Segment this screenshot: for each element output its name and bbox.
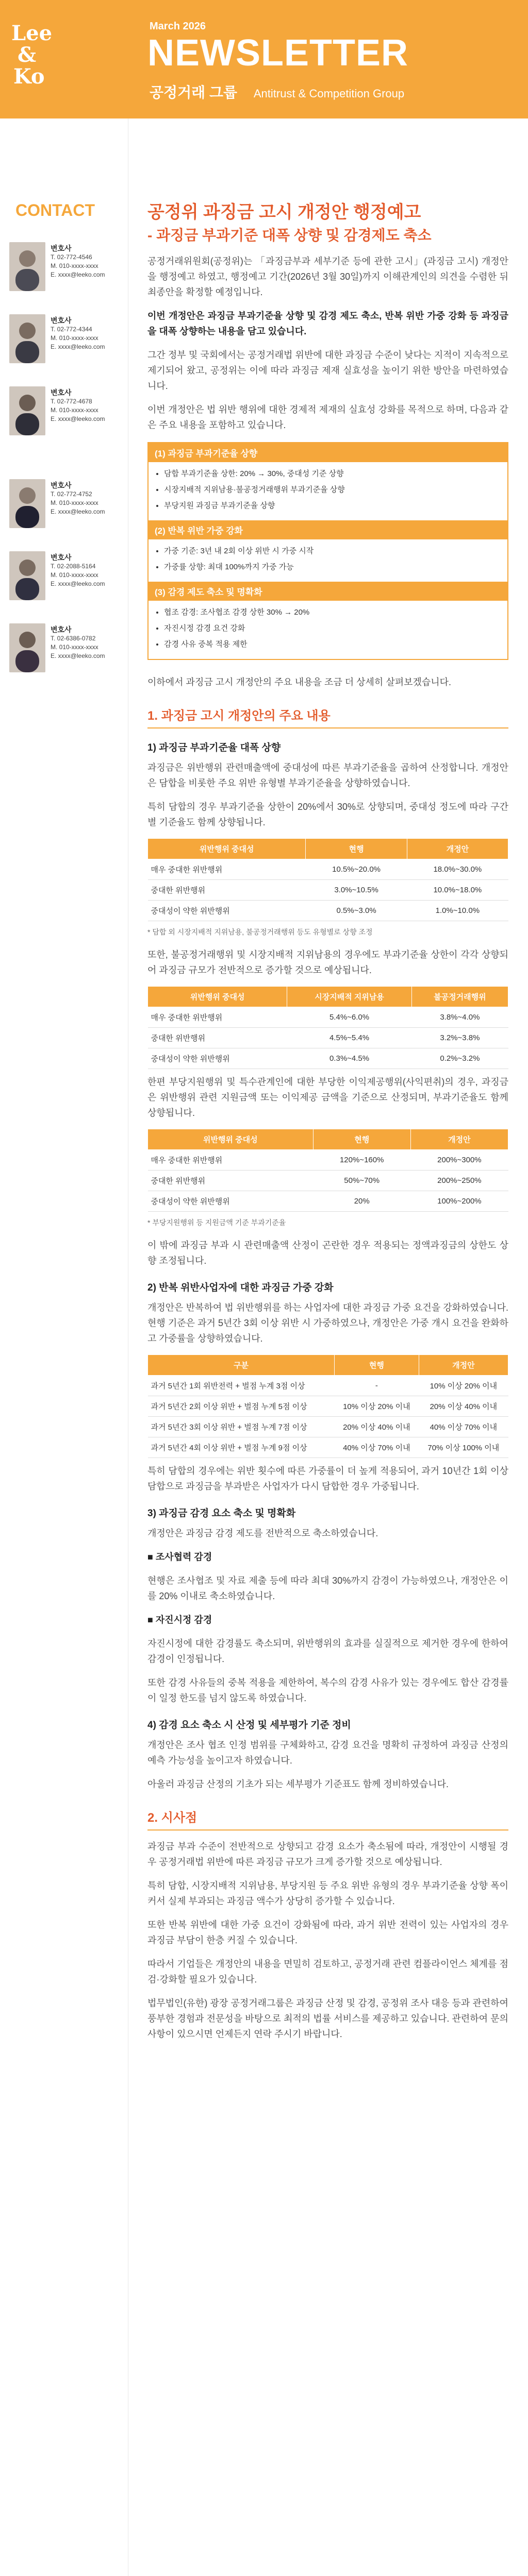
table-row [148, 901, 508, 921]
body-paragraph: ■ 조사협력 감경 [147, 1552, 212, 1562]
svg-text:&: & [18, 43, 37, 67]
table-cell: 중대성이 약한 위반행위 [148, 1048, 287, 1069]
group-name-ko: 공정거래 그룹 [150, 84, 238, 100]
table-row [148, 859, 508, 880]
table-cell: 18.0%~30.0% [407, 859, 508, 880]
article-body [147, 201, 508, 2050]
contact-mobile: M. 010-xxxx-xxxx [51, 499, 98, 506]
contact-email[interactable]: E. xxxx@leeko.com [51, 415, 105, 422]
table-cell: 120%~160% [313, 1150, 410, 1171]
table-header: 위반행위 중대성 [148, 839, 306, 859]
section-title: 2. 시사점 [147, 1807, 508, 1831]
contact-photo [9, 551, 45, 600]
article-headline: 공정위 과징금 고시 개정안 행정예고 [147, 202, 421, 222]
body-paragraph: 현행은 조사협조 및 자료 제출 등에 따라 최대 30%까지 감경이 가능하였으나, 개정안은 이를 20% 이내로 축소하였습니다. [147, 1575, 508, 1601]
newsletter-title: NEWSLETTER [147, 32, 408, 74]
table-cell: 중대한 위반행위 [148, 880, 306, 901]
body-paragraph: 또한, 불공정거래행위 및 시장지배적 지위남용의 경우에도 부과기준율 상한이 각각 상향되어 과징금 규모가 전반적으로 증가할 것으로 예상됩니다. [147, 950, 508, 975]
summary-item: • 협조 감경: 조사협조 감경 상한 30% → 20% [164, 606, 500, 619]
contact-info [51, 481, 128, 516]
body-paragraph: 또한 반복 위반에 대한 가중 요건이 강화됨에 따라, 과거 위반 전력이 있는 사업자의 경우 과징금 부담이 한층 커질 수 있습니다. [147, 1920, 508, 1945]
contact-card [9, 623, 123, 685]
table-row [148, 1191, 508, 1212]
summary-item: • 가중 기준: 3년 내 2회 이상 위반 시 가중 시작 [164, 545, 500, 557]
lee-ko-logo[interactable] [8, 10, 60, 88]
table-header: 불공정거래행위 [411, 987, 508, 1007]
contact-name: 변호사 [51, 553, 72, 562]
table-row [148, 1150, 508, 1171]
body-paragraph: ■ 자진시정 감경 [147, 1615, 212, 1625]
table-note: * 담합 외 시장지배적 지위남용, 불공정거래행위 등도 유형별로 상향 조정 [147, 928, 373, 936]
summary-bar: (3) 감경 제도 축소 및 명확화 [148, 582, 507, 601]
person-photo-icon [9, 623, 45, 672]
table-header: 시장지배적 지위남용 [287, 987, 411, 1007]
contact-card [9, 551, 123, 613]
svg-text:Ko: Ko [13, 64, 45, 88]
contact-name: 변호사 [51, 388, 72, 397]
contact-tel: T. 02-6386-0782 [51, 635, 96, 642]
table-row [148, 1437, 508, 1458]
contact-heading: CONTACT [15, 201, 95, 219]
body-paragraph: 개정안은 조사 협조 인정 범위를 구체화하고, 감경 요건을 명확히 규정하여 과징금 산정의 예측 가능성을 높이고자 하였습니다. [147, 1740, 508, 1766]
table-cell: 20% 이상 40% 이내 [419, 1396, 508, 1417]
table-cell: 매우 중대한 위반행위 [148, 1150, 314, 1171]
summary-item: • 부당지원 과징금 부과기준율 상향 [164, 499, 500, 512]
contact-name: 변호사 [51, 481, 72, 489]
summary-bar: (2) 반복 위반 가중 강화 [148, 520, 507, 539]
person-photo-icon [9, 242, 45, 291]
table-cell: 매우 중대한 위반행위 [148, 859, 306, 880]
svg-text:Lee: Lee [11, 21, 53, 45]
header-banner [0, 0, 528, 118]
table-cell: 과거 5년간 2회 이상 위반 + 벌점 누계 5점 이상 [148, 1396, 335, 1417]
table-cell: - [335, 1376, 419, 1396]
contact-info [51, 316, 128, 351]
table-cell: 중대한 위반행위 [148, 1171, 314, 1191]
table-header: 위반행위 중대성 [148, 987, 287, 1007]
table-row [148, 1417, 508, 1437]
contact-email[interactable]: E. xxxx@leeko.com [51, 343, 105, 350]
contact-info [51, 625, 128, 660]
intro-paragraph: 그간 정부 및 국회에서는 공정거래법 위반에 대한 과징금 수준이 낮다는 지적이 지속적으로 제기되어 왔고, 공정위는 이에 따라 과징금 제재 실효성을 높이기 위한 방안을 마련하였습니다. [147, 350, 508, 391]
contact-tel: T. 02-772-4678 [51, 398, 92, 405]
summary-list [148, 539, 507, 582]
person-photo-icon [9, 386, 45, 435]
contact-tel: T. 02-2088-5164 [51, 563, 96, 570]
body-paragraph: 과징금 부과 수준이 전반적으로 상향되고 감경 요소가 축소됨에 따라, 개정안이 시행될 경우 공정거래법 위반에 따른 과징금 규모가 크게 증가할 것으로 예상됩니다. [147, 1841, 508, 1867]
person-photo-icon [9, 479, 45, 528]
contact-photo [9, 386, 45, 435]
table-cell: 5.4%~6.0% [287, 1007, 411, 1028]
table-cell: 10% 이상 20% 이내 [335, 1396, 419, 1417]
table-cell: 40% 이상 70% 이내 [419, 1417, 508, 1437]
aggravation-table [147, 1354, 508, 1458]
table-row [148, 1048, 508, 1069]
contact-mobile: M. 010-xxxx-xxxx [51, 262, 98, 269]
summary-item: • 담합 부과기준율 상한: 20% → 30%, 중대성 기준 상향 [164, 467, 500, 480]
article-subheadline: - 과징금 부과기준 대폭 상향 및 감경제도 축소 [147, 227, 432, 243]
table-cell: 0.5%~3.0% [306, 901, 407, 921]
summary-item: • 감경 사유 중복 적용 제한 [164, 638, 500, 651]
table-cell: 1.0%~10.0% [407, 901, 508, 921]
intro-paragraph: 이번 개정안은 법 위반 행위에 대한 경제적 제재의 실효성 강화를 목적으로 하며, 다음과 같은 주요 내용을 포함하고 있습니다. [147, 404, 508, 430]
table-cell: 70% 이상 100% 이내 [419, 1437, 508, 1458]
table-header: 개정안 [410, 1129, 508, 1150]
rate-table [147, 838, 508, 921]
body-paragraph: 아울러 과징금 산정의 기초가 되는 세부평가 기준표도 함께 정비하였습니다. [147, 1779, 449, 1789]
contact-card [9, 479, 123, 541]
table-cell: 4.5%~5.4% [287, 1028, 411, 1048]
contact-tel: T. 02-772-4752 [51, 490, 92, 498]
body-paragraph: 특히 담합의 경우 부과기준율 상한이 20%에서 30%로 상향되며, 중대성 정도에 따라 구간별 기준율도 함께 상향됩니다. [147, 802, 508, 827]
contact-email[interactable]: E. xxxx@leeko.com [51, 652, 105, 659]
issue-date: March 2026 [150, 21, 206, 32]
table-cell: 100%~200% [410, 1191, 508, 1212]
body-paragraph: 한편 부당지원행위 및 특수관계인에 대한 부당한 이익제공행위(사익편취)의 경우, 과징금은 위반행위 관련 지원금액 또는 이익제공 금액을 기준으로 산정되며, 부과기준율도 함께 상향됩니다. [147, 1077, 508, 1118]
contact-name: 변호사 [51, 244, 72, 252]
body-paragraph: 법무법인(유한) 광장 공정거래그룹은 과징금 산정 및 감경, 공정위 조사 대응 등과 관련하여 풍부한 경험과 전문성을 바탕으로 최적의 법률 서비스를 제공하고 있습니다. 관련하여 문의사항이 있으시면 언제든지 연락 주시기 바랍니다. [147, 1998, 508, 2039]
contact-sidebar [0, 118, 128, 2576]
table-row [148, 1171, 508, 1191]
contact-info [51, 244, 128, 279]
table-cell: 과거 5년간 3회 이상 위반 + 벌점 누계 7점 이상 [148, 1417, 335, 1437]
sub-title: 1) 과징금 부과기준율 대폭 상향 [147, 742, 281, 753]
contact-tel: T. 02-772-4546 [51, 253, 92, 261]
table-header: 현행 [306, 839, 407, 859]
table-cell: 3.8%~4.0% [411, 1007, 508, 1028]
contact-mobile: M. 010-xxxx-xxxx [51, 334, 98, 342]
table-header: 현행 [335, 1355, 419, 1376]
table-cell: 10.0%~18.0% [407, 880, 508, 901]
person-photo-icon [9, 314, 45, 363]
intro-paragraph: 이번 개정안은 과징금 부과기준율 상향 및 감경 제도 축소, 반복 위반 가중 강화 등 과징금을 대폭 상향하는 내용을 담고 있습니다. [147, 311, 508, 336]
summary-list [148, 601, 507, 659]
table-note: * 부당지원행위 등 지원금액 기준 부과기준율 [147, 1218, 286, 1227]
contact-mobile: M. 010-xxxx-xxxx [51, 571, 98, 579]
summary-item: • 자진시정 감경 요건 강화 [164, 622, 500, 635]
table-cell: 200%~300% [410, 1150, 508, 1171]
contact-email[interactable]: E. xxxx@leeko.com [51, 580, 105, 587]
contact-info [51, 388, 128, 423]
contact-card [9, 386, 123, 448]
table-header: 개정안 [419, 1355, 508, 1376]
contact-tel: T. 02-772-4344 [51, 326, 92, 333]
summary-item: • 시장지배적 지위남용·불공정거래행위 부과기준율 상향 [164, 483, 500, 496]
sub-title: 2) 반복 위반사업자에 대한 과징금 가중 강화 [147, 1282, 334, 1293]
contact-photo [9, 314, 45, 363]
body-paragraph: 이 밖에 과징금 부과 시 관련매출액 산정이 곤란한 경우 적용되는 정액과징금의 상한도 상향 조정됩니다. [147, 1240, 508, 1266]
table-header: 위반행위 중대성 [148, 1129, 314, 1150]
group-name-en: Antitrust & Competition Group [253, 87, 405, 100]
toc-intro: 이하에서 과징금 고시 개정안의 주요 내용을 조금 더 상세히 살펴보겠습니다. [147, 677, 452, 687]
table-cell: 3.2%~3.8% [411, 1028, 508, 1048]
body-paragraph: 개정안은 반복하여 법 위반행위를 하는 사업자에 대한 과징금 가중 요건을 강화하였습니다. 현행 기준은 과거 5년간 3회 이상 위반 시 가중하였으나, 개정안은 가중 개시 요건을 완화하고 가중률을 상향하였습니다. [147, 1302, 508, 1344]
table-cell: 중대성이 약한 위반행위 [148, 901, 306, 921]
table-cell: 과거 5년간 4회 이상 위반 + 벌점 누계 9점 이상 [148, 1437, 335, 1458]
rate-table [147, 986, 508, 1069]
person-photo-icon [9, 551, 45, 600]
table-cell: 0.3%~4.5% [287, 1048, 411, 1069]
contact-name: 변호사 [51, 625, 72, 634]
table-cell: 40% 이상 70% 이내 [335, 1437, 419, 1458]
contact-mobile: M. 010-xxxx-xxxx [51, 406, 98, 414]
rate-table [147, 1129, 508, 1212]
summary-box [147, 442, 508, 660]
contact-mobile: M. 010-xxxx-xxxx [51, 643, 98, 651]
table-header: 개정안 [407, 839, 508, 859]
table-row [148, 1376, 508, 1396]
table-cell: 매우 중대한 위반행위 [148, 1007, 287, 1028]
body-paragraph: 과징금은 위반행위 관련매출액에 중대성에 따른 부과기준율을 곱하여 산정합니다. 개정안은 담합을 비롯한 주요 위반 유형별 부과기준율을 상향하였습니다. [147, 762, 508, 788]
body-paragraph: 또한 감경 사유들의 중복 적용을 제한하여, 복수의 감경 사유가 있는 경우에도 합산 감경률이 일정 한도를 넘지 않도록 하였습니다. [147, 1677, 508, 1703]
body-paragraph: 개정안은 과징금 감경 제도를 전반적으로 축소하였습니다. [147, 1528, 378, 1538]
table-cell: 과거 5년간 1회 위반전력 + 벌점 누계 3점 이상 [148, 1376, 335, 1396]
sub-title: 4) 감경 요소 축소 시 산정 및 세부평가 기준 정비 [147, 1720, 351, 1731]
table-cell: 중대한 위반행위 [148, 1028, 287, 1048]
contact-email[interactable]: E. xxxx@leeko.com [51, 508, 105, 515]
table-cell: 10.5%~20.0% [306, 859, 407, 880]
table-header: 구분 [148, 1355, 335, 1376]
table-header: 현행 [313, 1129, 410, 1150]
table-cell: 20% [313, 1191, 410, 1212]
section-title: 1. 과징금 고시 개정안의 주요 내용 [147, 705, 508, 728]
table-row [148, 880, 508, 901]
contact-photo [9, 242, 45, 291]
intro-paragraph: 공정거래위원회(공정위)는 「과징금부과 세부기준 등에 관한 고시」(과징금 고시) 개정안을 행정예고 하였고, 행정예고 기간(2026년 3월 30일)까지 이해관계인의 의견을 수렴한 뒤 최종안을 확정할 예정입니다. [147, 256, 508, 297]
newsletter-subtitle [150, 81, 404, 102]
summary-list [148, 462, 507, 520]
table-row [148, 1007, 508, 1028]
table-cell: 50%~70% [313, 1171, 410, 1191]
sub-title: 3) 과징금 감경 요소 축소 및 명확화 [147, 1508, 296, 1519]
contact-photo [9, 623, 45, 672]
body-paragraph: 따라서 기업들은 개정안의 내용을 면밀히 검토하고, 공정거래 관련 컴플라이언스 체계를 점검·강화할 필요가 있습니다. [147, 1959, 508, 1985]
contact-photo [9, 479, 45, 528]
table-cell: 20% 이상 40% 이내 [335, 1417, 419, 1437]
body-paragraph: 특히 담합, 시장지배적 지위남용, 부당지원 등 주요 위반 유형의 경우 부과기준율 상향 폭이 커서 실제 부과되는 과징금 액수가 상당히 증가할 수 있습니다. [147, 1880, 508, 1906]
table-cell: 10% 이상 20% 이내 [419, 1376, 508, 1396]
table-row [148, 1028, 508, 1048]
table-cell: 중대성이 약한 위반행위 [148, 1191, 314, 1212]
contact-name: 변호사 [51, 316, 72, 325]
summary-item: • 가중률 상향: 최대 100%까지 가중 가능 [164, 561, 500, 573]
table-row [148, 1396, 508, 1417]
body-paragraph: 자진시정에 대한 감경률도 축소되며, 위반행위의 효과를 실질적으로 제거한 경우에 한하여 감경이 인정됩니다. [147, 1638, 508, 1664]
table-cell: 0.2%~3.2% [411, 1048, 508, 1069]
table-cell: 3.0%~10.5% [306, 880, 407, 901]
contact-card [9, 242, 123, 304]
lee-ko-logo-mark [8, 10, 60, 88]
contact-card [9, 314, 123, 376]
contact-info [51, 553, 128, 588]
body-paragraph: 특히 담합의 경우에는 위반 횟수에 따른 가중률이 더 높게 적용되어, 과거 10년간 1회 이상 담합으로 과징금을 부과받은 사업자가 다시 담합한 경우 가중됩니다. [147, 1466, 508, 1492]
summary-bar: (1) 과징금 부과기준율 상향 [148, 443, 507, 462]
contact-email[interactable]: E. xxxx@leeko.com [51, 271, 105, 278]
table-cell: 200%~250% [410, 1171, 508, 1191]
